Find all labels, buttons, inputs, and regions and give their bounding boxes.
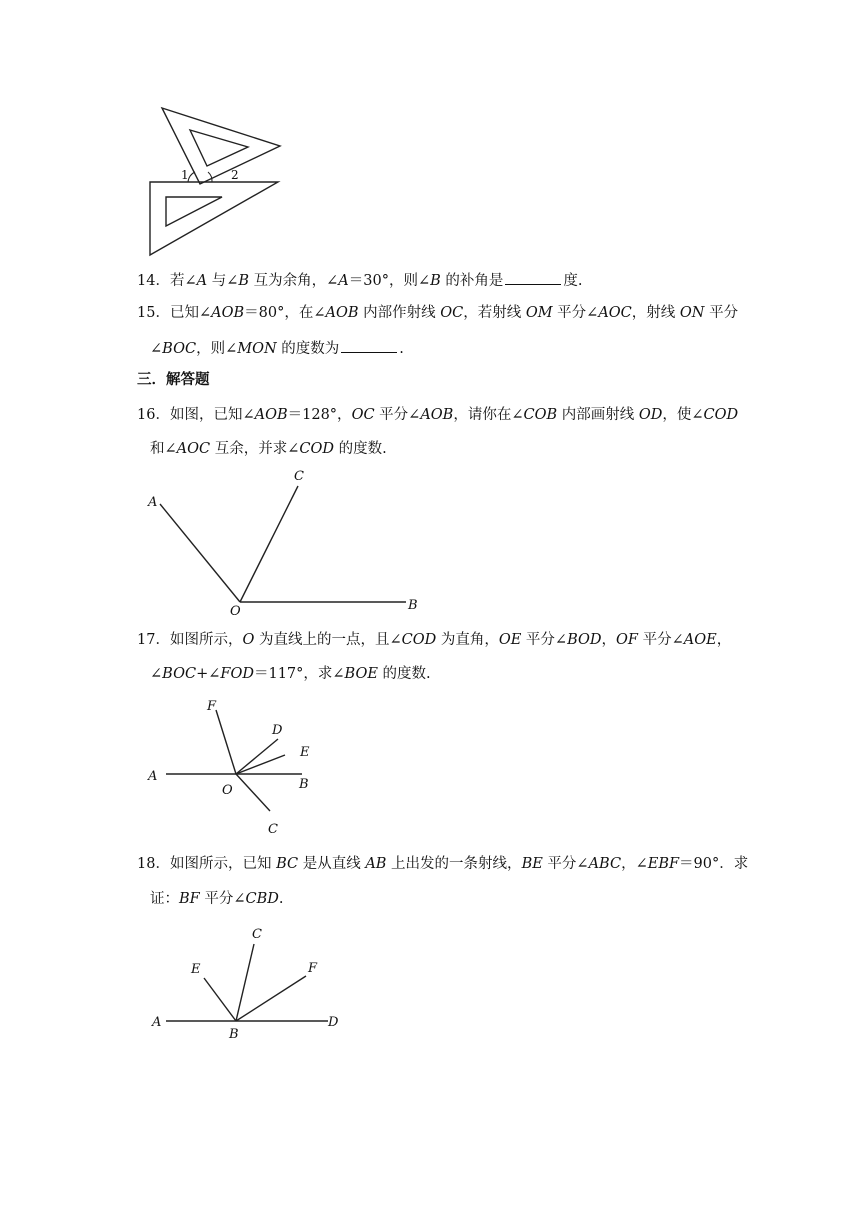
set-squares-figure <box>140 100 300 260</box>
question-16-line-1: 16．如图，已知∠AOB＝128°，OC 平分∠AOB，请你在∠COB 内部画射线 OD，使∠COD <box>137 407 739 423</box>
question-17-line-1: 17．如图所示，O 为直线上的一点，且∠COD 为直角，OE 平分∠BOD，OF 平分∠AOE， <box>137 632 732 648</box>
label-c: C <box>252 927 262 942</box>
question-17-line-2: ∠BOC+∠FOD＝117°，求∠BOE 的度数. <box>150 666 431 682</box>
lower-set-square-hole <box>166 197 222 226</box>
question-15-line-1: 15．已知∠AOB＝80°，在∠AOB 内部作射线 OC，若射线 OM 平分∠AOC，射线 ON 平分 <box>137 305 739 321</box>
label-d: D <box>328 1015 339 1030</box>
bisector-figure <box>140 920 360 1050</box>
ray-oa <box>160 504 240 602</box>
angle-aob-figure <box>140 466 440 616</box>
section-heading: 三．解答题 <box>137 371 210 388</box>
ray-oe <box>236 755 285 774</box>
label-c: C <box>294 469 304 484</box>
question-16-line-2: 和∠AOC 互余，并求∠COD 的度数. <box>150 441 387 457</box>
straight-line-angle-figure <box>140 694 340 844</box>
label-a: A <box>148 769 158 784</box>
label-e: E <box>191 962 201 977</box>
angle-arc-1 <box>188 172 195 182</box>
upper-set-square <box>162 108 280 184</box>
question-18-line-2: 证：BF 平分∠CBD. <box>150 891 284 907</box>
label-a: A <box>148 495 158 510</box>
label-d: D <box>272 723 283 738</box>
ray-oc <box>240 486 298 602</box>
answer-blank[interactable] <box>505 270 561 285</box>
answer-blank[interactable] <box>341 338 397 353</box>
ray-bf <box>236 976 306 1021</box>
label-f: F <box>207 699 217 714</box>
label-o: O <box>222 783 233 798</box>
question-15-line-2: ∠BOC，则∠MON 的度数为 . <box>150 338 404 359</box>
label-c: C <box>268 822 278 837</box>
ray-od <box>236 739 278 774</box>
label-f: F <box>308 961 318 976</box>
label-b: B <box>229 1027 239 1042</box>
question-14: 14．若∠A 与∠B 互为余角，∠A＝30°，则∠B 的补角是 度. <box>137 270 583 291</box>
angle-label-2: 2 <box>231 168 239 182</box>
ray-be <box>204 978 236 1021</box>
label-o: O <box>230 604 241 616</box>
ray-oc <box>236 774 270 811</box>
label-b: B <box>408 598 418 613</box>
ray-bc <box>236 944 254 1021</box>
ray-of <box>216 710 236 774</box>
label-b: B <box>299 777 309 792</box>
lower-set-square <box>150 182 278 255</box>
question-18-line-1: 18．如图所示，已知 BC 是从直线 AB 上出发的一条射线，BE 平分∠ABC，∠EBF＝90°．求 <box>137 856 749 872</box>
label-e: E <box>300 745 310 760</box>
label-a: A <box>152 1015 162 1030</box>
angle-label-1: 1 <box>181 168 189 182</box>
upper-set-square-hole <box>190 130 248 166</box>
